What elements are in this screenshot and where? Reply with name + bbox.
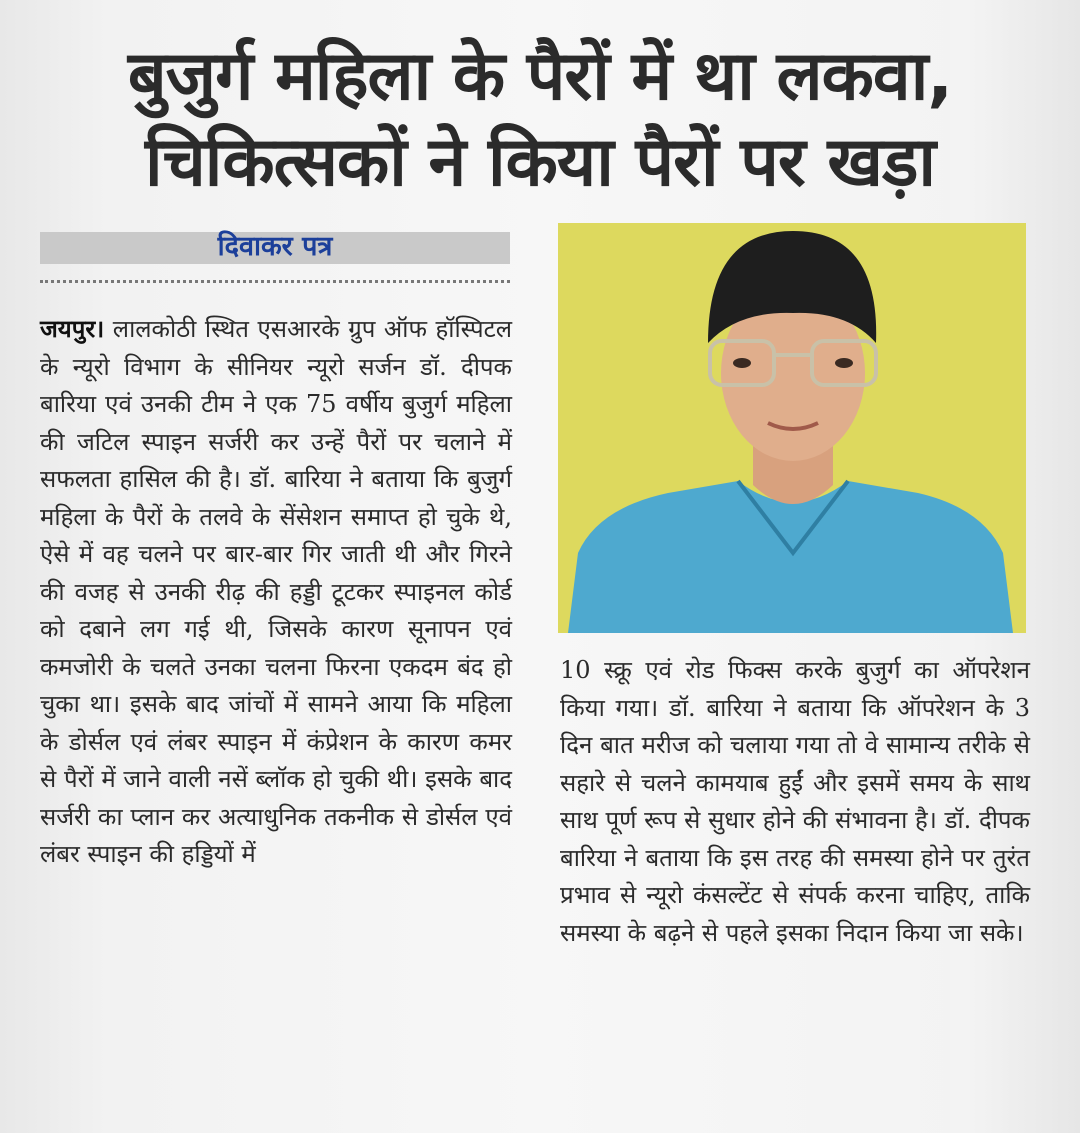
article-column-right bbox=[560, 652, 1030, 952]
article-body-right: 10 स्क्रू एवं रोड फिक्स करके बुजुर्ग का ऑपरेशन किया गया। डॉ. बारिया ने बताया कि ऑपरेशन के 3 दिन बात मरीज को चलाया गया तो वे सामान्य तरीके से सहारे से चलने कामयाब हुईं और इसमें समय के साथ साथ पूर्ण रूप से सुधार होने की संभावना है। डॉ. दीपक बारिया ने बताया कि इस तरह की समस्या होने पर तुरंत प्रभाव से न्यूरो कंसल्टेंट से संपर्क करना चाहिए, ताकि समस्या के बढ़ने से पहले इसका निदान किया जा सके। bbox=[560, 656, 1030, 947]
byline-divider bbox=[40, 280, 510, 283]
article-body-left: लालकोठी स्थित एसआरके ग्रुप ऑफ हॉस्पिटल के न्यूरो विभाग के सीनियर न्यूरो सर्जन डॉ. दीपक बारिया एवं उनकी टीम ने एक 75 वर्षीय बुजुर्ग महिला की जटिल स्पाइन सर्जरी कर उन्हें पैरों पर चलाने में सफलता हासिल की है। डॉ. बारिया ने बताया कि बुजुर्ग महिला के पैरों के तलवे के सेंसेशन समाप्त हो चुके थे, ऐसे में वह चलने पर बार-बार गिर जाती थी और गिरने की वजह से उनकी रीढ़ की हड्डी टूटकर स्पाइनल कोर्ड को दबाने लग गई थी, जिसके कारण सूनापन एवं कमजोरी के चलते उनका चलना फिरना एकदम बंद हो चुका था। इसके बाद जांचों में सामने आया कि महिला के डोर्सल एवं लंबर स्पाइन में कंप्रेशन के कारण कमर से पैरों में जाने वाली नसें ब्लॉक हो चुकी थी। इसके बाद सर्जरी का प्लान कर अत्याधुनिक तकनीक से डोर्सल एवं लंबर स्पाइन की हड्डियों में bbox=[40, 315, 512, 868]
headline-line-1: बुजुर्ग महिला के पैरों में था लकवा, bbox=[127, 37, 953, 116]
article-paragraph-left bbox=[40, 310, 512, 874]
headline-line-2: चिकित्सकों ने किया पैरों पर खड़ा bbox=[145, 123, 935, 202]
doctor-portrait-illustration bbox=[558, 223, 1026, 633]
byline: दिवाकर पत्र bbox=[217, 231, 333, 262]
doctor-photo bbox=[558, 223, 1026, 633]
dateline: जयपुर। bbox=[40, 314, 105, 343]
article-column-left bbox=[40, 310, 512, 874]
headline bbox=[40, 34, 1040, 206]
